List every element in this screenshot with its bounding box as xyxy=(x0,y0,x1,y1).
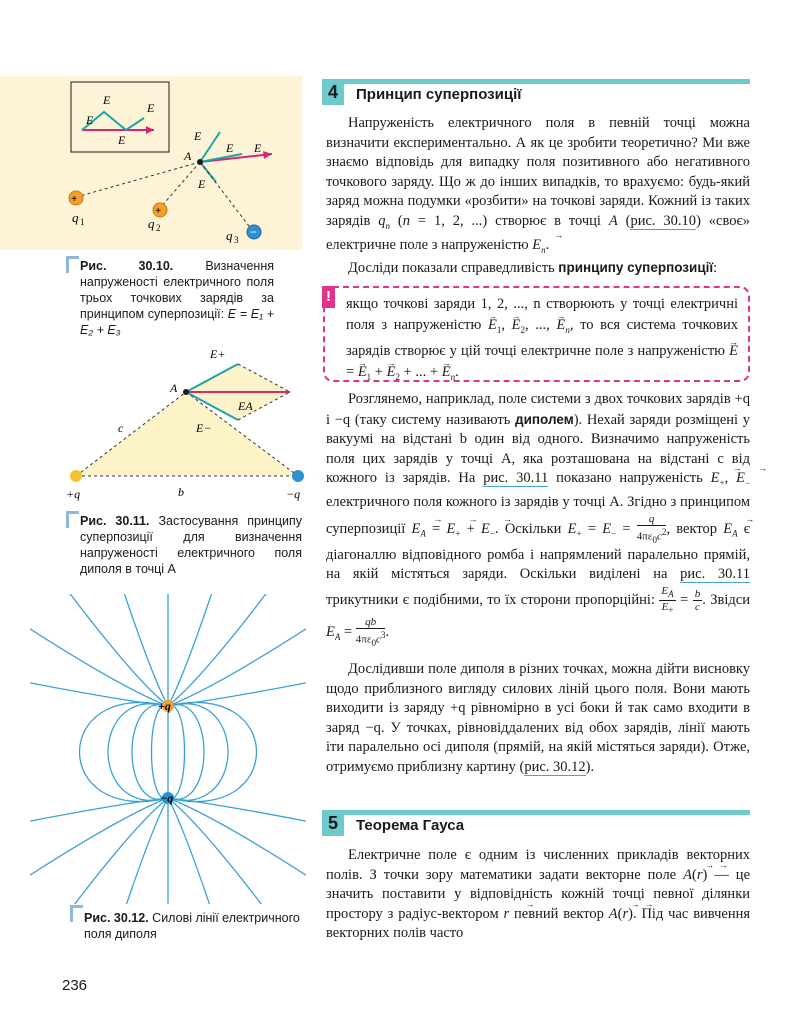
field-line xyxy=(168,671,306,706)
caption-30-12-text: Силові лінії електричного поля диполя xyxy=(84,911,300,941)
dash-q1 xyxy=(80,162,200,196)
link-fig-30-11-b[interactable]: рис. 30.11 xyxy=(680,566,750,583)
label-plusq: +q xyxy=(66,487,81,501)
s5-text-c: певний вектор xyxy=(514,905,604,922)
caption-marker xyxy=(66,256,79,273)
label-eplus: E+ xyxy=(210,347,226,361)
caption-30-11 xyxy=(80,513,302,577)
label-minusq: −q xyxy=(160,791,174,805)
field-line xyxy=(152,705,169,798)
caption-30-10-num: Рис. 30.10. xyxy=(80,259,174,273)
section-5-bar xyxy=(344,810,750,815)
field-line xyxy=(30,798,168,833)
figure-30-10-diagram xyxy=(0,76,302,250)
p3-bold: диполем xyxy=(515,411,574,427)
link-fig-30-12[interactable]: рис. 30.12 xyxy=(524,758,586,775)
field-line xyxy=(168,606,306,706)
caption-30-12-num: Рис. 30.12. xyxy=(84,911,149,925)
label-a: A xyxy=(184,149,192,163)
point-a xyxy=(183,389,189,395)
label-q2-sub: 2 xyxy=(156,223,161,233)
p4-text-b: ). xyxy=(585,758,595,775)
label-minusq: −q xyxy=(286,487,301,501)
inset-label-e: E xyxy=(118,133,126,147)
p1-text-c: «своє» електричне поле з напруженістю xyxy=(326,212,750,253)
caption-marker xyxy=(66,511,79,528)
field-line xyxy=(168,594,297,706)
field-line xyxy=(168,798,306,898)
field-line xyxy=(168,798,306,833)
rule-exclamation-icon: ! xyxy=(322,286,335,308)
field-line xyxy=(30,798,168,898)
charge-q1-sign: + xyxy=(71,193,78,205)
p4-text-a: Дослідивши поле диполя в різних точках, можна дійти висновку щодо приблизного вигляду силових ліній цього поля. Вони мають виходити із заряду +q рівномірно в усі боки й так само входити в заряд −q. У точках, рівновіддалених від обох зарядів, лінії мають іти паралельно осі диполя (прямій, на якій містяться заряди). Отже, отримуємо приблизну картину ( xyxy=(326,661,750,775)
inset-e-arrow xyxy=(146,126,154,134)
caption-30-10 xyxy=(80,258,274,338)
label-q3-sub: 3 xyxy=(234,235,239,245)
field-line xyxy=(168,705,185,798)
section-5-paragraph-1: Електричне поле є одним із численних прикладів векторних полів. З точки зору математики задати векторне поле → A(→ r) — це значить поставити у відповідність кожній точці певної ділянки простору з радіус-вектором → r певний вектор → A(→ r). Під час вивчення векторних полів часто xyxy=(326,846,750,944)
field-line xyxy=(100,594,168,706)
p2-text-a: Досліди показали справедливість xyxy=(348,260,555,276)
section-4-paragraph-3: Розглянемо, наприклад, поле системи з двох точкових зарядів +q і −q (таку систему називають диполем). Нехай заряди розміщені у вакуумі на відстані b один від одного. Визначимо напруженість поля цих зарядів у точці A, яка розташована на відстані c від кожного із зарядів. На рис. 30.11 показано напруженість → $E_+$, → $E_-$ електричного поля кожного із зарядів у точці A. Згідно з принципом суперпозиції → $E_A$ = → $E_+$ + → $E_-$. Оскільки $E_+ = E_-$ = $\frac{q}{4\pi\varepsilon_0c^2}$ , вектор → $E_A$ є діагоналлю відповідного ромба і напрямлений паралельно прямій, на якій містяться заряди. Оскільки виділені на рис. 30.11 трикутники є подібними, то їх сторони пропорційні: $\frac{E_A}{E_+}$ = $\frac{b}{c}$ . Звідси $E_A$ = $\frac{qb}{4\pi\varepsilon_0c^3}$ . xyxy=(326,390,750,649)
section-5-title: Теорема Гауса xyxy=(356,817,465,834)
p3-text-e: Оскільки xyxy=(504,520,562,537)
field-line xyxy=(80,702,169,801)
section-5-header xyxy=(322,810,750,836)
field-line xyxy=(168,798,297,904)
label-q3: q xyxy=(226,228,233,243)
figure-30-10 xyxy=(0,76,302,250)
field-line xyxy=(108,704,168,801)
rule-text: якщо точкові заряди 1, 2, ..., n створюють у точці електричні поля з напруженістю → $E_1$, → $E_2$, ..., → $E_n$, то вся система точкових зарядів створює у цій точці електричне поле з напруженістю → E = → $E_1$ + → $E_2$ + ... + → $E_n$. xyxy=(346,294,738,388)
dash-q2 xyxy=(160,162,200,208)
section-4-bar xyxy=(344,79,750,84)
field-line xyxy=(132,705,168,800)
field-line xyxy=(30,606,168,706)
caption-marker xyxy=(70,905,83,922)
s5-text-b: — це значить поставити у відповідність кожній точці певної ділянки простору з радіус-вектором xyxy=(326,866,751,922)
figure-30-11-diagram xyxy=(60,340,310,508)
p1-text-b: створює в точці xyxy=(495,212,601,229)
caption-30-11-num: Рис. 30.11. xyxy=(80,514,150,528)
rule-text-a: якщо точкові заряди 1, 2, ..., n створюють у точці електричні поля з напруженістю xyxy=(346,296,738,333)
point-a xyxy=(197,159,203,165)
field-line xyxy=(39,798,168,904)
p3-text-d: електричного поля кожного із зарядів у точці A. Згідно з принципом суперпозиції xyxy=(326,494,750,537)
label-ea: EA xyxy=(238,399,253,413)
field-line xyxy=(39,594,168,706)
s5-text-d: . Під час вивчення векторних полів часто xyxy=(326,905,751,941)
label-e2: E xyxy=(194,129,202,143)
inset-label-e2: E xyxy=(103,93,111,107)
field-line xyxy=(168,702,257,801)
figure-30-12-field-lines xyxy=(30,594,306,904)
label-e: E xyxy=(254,141,262,155)
charge-q2-sign: + xyxy=(155,205,162,217)
caption-30-11-text: Застосування принципу суперпозиції для визначення напруженості електричного поля диполя в точці A xyxy=(80,514,302,576)
p3-text-g: є діагоналлю відповідного ромба і напрямлений паралельно прямій, на якій містяться заряди. Оскільки виділені на xyxy=(326,520,751,583)
label-eminus: E− xyxy=(196,421,212,435)
p1-text-a: Напруженість електричного поля в певній точці можна визначити експериментально. А як це зробити теоретично? Ми вже знаємо відповідь для випадку поля позитивного або негативного точкового заряду. Що ж до інших випадків, то врахуємо: будь-який заряд можна подумки «розбити» на точкові заряди. Кожний із таких зарядів xyxy=(326,115,750,229)
charge-minus xyxy=(292,470,304,482)
p3-text-b: ). Нехай заряди розміщені у вакуумі на відстані b один від одного. Визначимо напруженість поля цих зарядів у точці A, яка розташована на відстані c від кожного із зарядів. На xyxy=(326,411,750,486)
charge-plus xyxy=(70,470,82,482)
label-q2: q xyxy=(148,216,155,231)
rule-text-b: то вся система точкових зарядів створює у цій точці електричне поле з напруженістю xyxy=(346,317,739,359)
link-fig-30-11[interactable]: рис. 30.11 xyxy=(483,470,549,486)
label-b: b xyxy=(178,485,184,499)
inset-label-e1: E xyxy=(86,113,94,127)
caption-30-10-formula: E = E₁ + E₂ + E₃ xyxy=(80,307,274,337)
inset-label-e3: E xyxy=(147,101,155,115)
p3-text-f: вектор xyxy=(676,520,717,537)
caption-30-12 xyxy=(84,910,300,942)
p3-text-i: Звідси xyxy=(710,591,750,608)
vector-e2 xyxy=(200,132,220,162)
field-line xyxy=(168,705,204,800)
p2-bold: принципу суперпозиції xyxy=(558,260,714,275)
s5-text-a: Електричне поле є одним із численних прикладів векторних полів. З точки зору математики задати векторне поле xyxy=(326,847,750,883)
caption-30-10-text: Визначення напруженості електричного поля трьох точкових зарядів за принципом суперпозиції: xyxy=(80,259,274,321)
p3-text-h: трикутники є подібними, то їх сторони пропорційні: xyxy=(326,591,655,608)
dash-q3 xyxy=(200,162,252,230)
label-q1: q xyxy=(72,210,79,225)
label-e1: E xyxy=(226,141,234,155)
label-e3: E xyxy=(198,177,206,191)
field-line xyxy=(168,594,236,706)
label-plusq: +q xyxy=(158,699,171,713)
link-fig-30-10[interactable]: рис. 30.10 xyxy=(630,212,697,229)
section-4-header xyxy=(322,79,750,105)
label-q1-sub: 1 xyxy=(80,217,85,227)
section-5-number: 5 xyxy=(322,810,344,836)
section-4-title: Принцип суперпозиції xyxy=(356,86,522,103)
charge-q3-sign: − xyxy=(250,225,257,239)
field-line xyxy=(168,704,228,801)
p3-text-c: показано напруженість xyxy=(556,470,703,486)
field-line xyxy=(30,671,168,706)
label-a: A xyxy=(170,381,178,395)
page-number: 236 xyxy=(62,977,88,994)
section-4-paragraph-4 xyxy=(326,660,750,777)
section-4-paragraph-2: Досліди показали справедливість принципу суперпозиції: xyxy=(348,260,718,276)
section-4-paragraph-1: Напруженість електричного поля в певній точці можна визначити експериментально. А як це зробити теоретично? Ми вже знаємо відповідь для випадку поля позитивного або негативного точкового заряду. Що ж до інших випадків, то врахуємо: будь-який заряд можна подумки «розбити» на точкові заряди. Кожний із таких зарядів $q_n$ (n = 1, 2, ...) створює в точці A (рис. 30.10) «своє» електричне поле з напруженістю → $E_n$. xyxy=(326,114,750,260)
p3-text-a: Розглянемо, наприклад, поле системи з двох точкових зарядів +q і −q (таку систему називають xyxy=(326,391,750,428)
label-c: c xyxy=(118,421,124,435)
section-4-number: 4 xyxy=(322,79,344,105)
